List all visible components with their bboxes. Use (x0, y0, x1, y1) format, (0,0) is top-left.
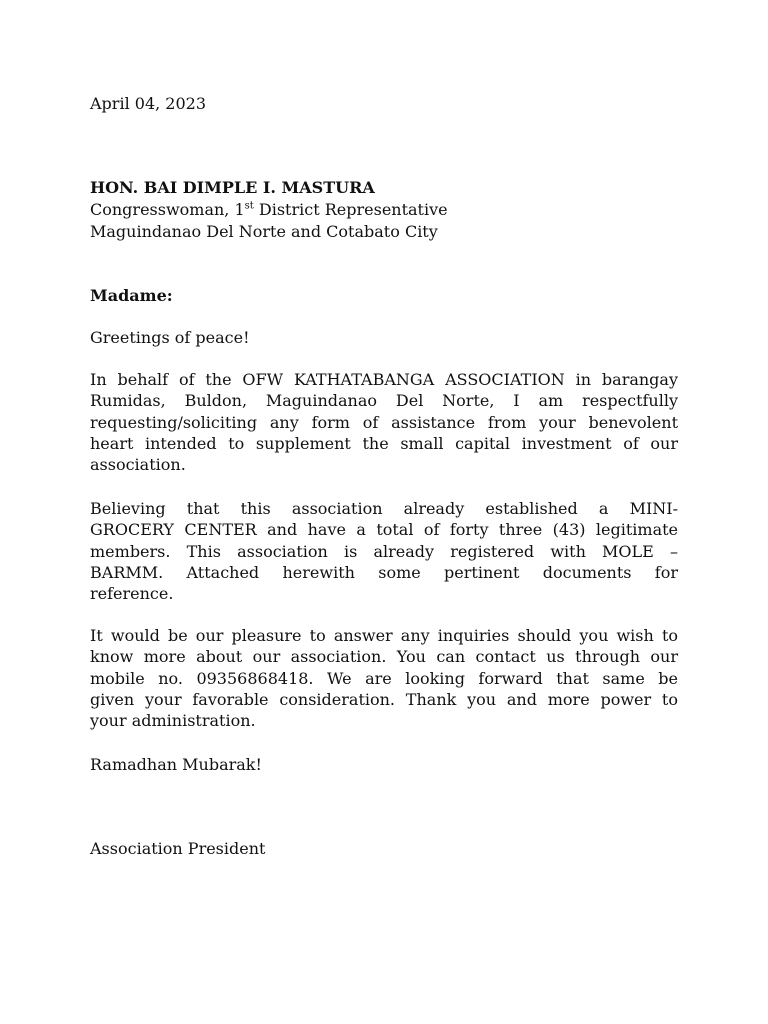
paragraph-line: members. This association is already registered with MOLE – (90, 541, 678, 561)
paragraph-association-info (90, 498, 678, 604)
paragraph-line: GROCERY CENTER and have a total of forty three (43) legitimate (90, 520, 678, 540)
recipient-block (90, 177, 678, 243)
paragraph-line: mobile no. 09356868418. We are looking forward that same be (90, 668, 678, 688)
paragraph-line: Rumidas, Buldon, Maguindanao Del Norte, I am respectfully (90, 391, 678, 411)
paragraph-request (90, 369, 678, 475)
signature-title: Association President (90, 839, 266, 858)
paragraph-line: BARMM. Attached herewith some pertinent documents for (90, 562, 678, 582)
closing: Ramadhan Mubarak! (90, 755, 262, 774)
letter-date: April 04, 2023 (90, 94, 207, 113)
recipient-location: Maguindanao Del Norte and Cotabato City (90, 222, 438, 241)
paragraph-line: Believing that this association already established a MINI- (90, 499, 678, 518)
recipient-title (90, 199, 678, 221)
recipient-title-ordinal: st (244, 200, 254, 212)
recipient-title-prefix: Congresswoman, 1 (90, 200, 245, 219)
recipient-name: HON. BAI DIMPLE I. MASTURA (90, 178, 375, 197)
letter-page (90, 0, 678, 1024)
paragraph-contact (90, 625, 678, 731)
paragraph-line: requesting/soliciting any form of assistance from your benevolent (90, 412, 678, 432)
recipient-title-suffix: District Representative (253, 200, 448, 219)
paragraph-line: It would be our pleasure to answer any inquiries should you wish to (90, 626, 678, 645)
paragraph-line: reference. (90, 584, 174, 604)
paragraph-line: your administration. (90, 711, 256, 731)
paragraph-line: know more about our association. You can contact us through our (90, 647, 678, 667)
paragraph-line: In behalf of the OFW KATHATABANGA ASSOCIATION in barangay (90, 370, 678, 389)
salutation: Madame: (90, 286, 173, 305)
greeting: Greetings of peace! (90, 328, 250, 347)
paragraph-line: heart intended to supplement the small capital investment of our (90, 433, 678, 453)
paragraph-line: given your favorable consideration. Thank you and more power to (90, 689, 678, 709)
paragraph-line: association. (90, 455, 186, 475)
